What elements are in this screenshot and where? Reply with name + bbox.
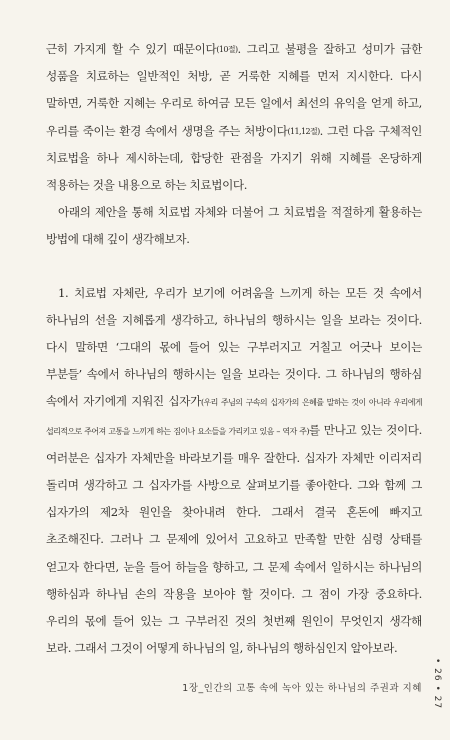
paragraph-1-text-a: 근히 가지게 할 수 있기 때문이다: [46, 42, 217, 56]
paragraph-1-text-b: . 그리고 불평을 잘하고 성미가 급한 성품을 치료하는 일반적인 처방, 곧 거룩한 지혜를 먼저 지시한다. 다시 말하면, 거룩한 지혜는 우리로 하여금 모든 일에서 최선의 유익을 얻게 하고, 우리를 죽이는 환경 속에서 생명을 주는 처방이다: [46, 42, 422, 138]
paragraph-1-text-c: . 그런 다음 구체적인 치료법을 하나 제시하는데, 합당한 관점을 가지기 위해 지혜를 온당하게 적용하는 것을 내용으로 하는 치료법이다.: [46, 123, 422, 193]
verse-reference-2: (11,12절): [287, 126, 320, 136]
verse-reference-1: (10절): [216, 45, 238, 54]
running-head: 1장_인간의 고통 속에 녹아 있는 하나님의 주권과 지혜: [182, 683, 422, 694]
paragraph-2: 아래의 제안을 통해 치료법 자체와 더불어 그 치료법을 적절하게 활용하는 방법에 대해 깊이 생각해보자.: [46, 205, 422, 247]
paragraph-3-text-b: 를 만나고 있는 것이다. 여러분은 십자가 자체만을 바라보기를 매우 잘한다. 십자가 자체만 이리저리 돌리며 생각하고 그 십자가를 사방으로 살펴보기를 좋아한다. 그와 함께 그 십자가의 제2차 원인을 찾아내려 한다. 그래서 결국 혼돈에 빠지고 초조해진다. 그러나 그 문제에 있어서 고요하고 만족할 만한 심령 상태를 얻고자 한다면, 눈을 들어 하늘을 향하고, 그 문제 속에서 일하시는 하나님의 행하심과 하나님 손의 작용을 보아야 할 것이다. 그 점이 가장 중요하다. 우리의 몫에 들어 있는 그 구부러진 것의 첫번째 원인이 무엇인지 생각해 보라. 그래서 그것이 어떻게 하나님의 일, 하나님의 행하심인지 알아보라.: [46, 422, 422, 656]
paragraph-1: [46, 36, 422, 199]
page-number: [430, 658, 444, 718]
body-text: [46, 36, 422, 662]
paragraph-3-text-a: 1. 치료법 자체란, 우리가 보기에 어려움을 느끼게 하는 모든 것 속에서 하나님의 선을 지혜롭게 생각하고, 하나님의 행하시는 일을 보라는 것이다. 다시 말하면 ‘그대의 몫에 들어 있는 구부러지고 거칠고 어긋나 보이는 부분들’ 속에서 하나님의 행하시는 일을 보라는 것이다. 그 하나님의 행하심 속에서 자기에게 지워진 십자가: [46, 285, 422, 409]
paragraph-3: [46, 280, 422, 663]
translator-note: (우리 주님의 구속의 십자가의 은혜를 말하는 것이 아니라 우리에게 섭리적으로 주어져 고통을 느끼게 하는 짐이나 요소들을 가리키고 있음 – 역자 주): [46, 398, 422, 436]
page-number-text: • 26 • 27: [432, 658, 442, 710]
